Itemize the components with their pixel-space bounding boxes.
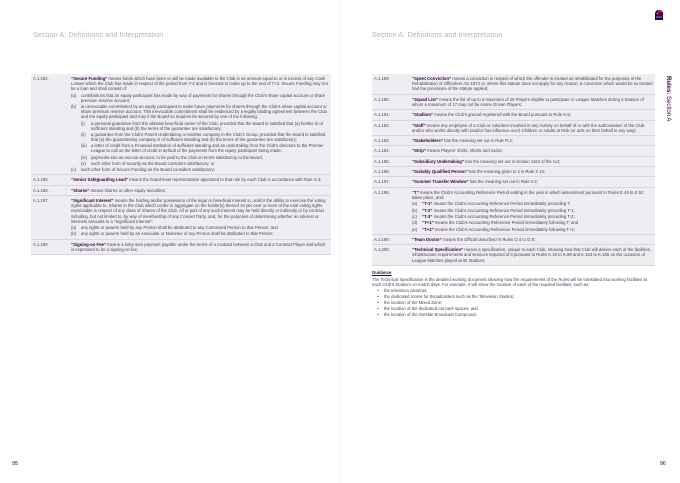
definition-text: means shares or other equity securities;: [89, 187, 166, 193]
rule-number: A.1.185.: [33, 177, 49, 183]
subsub-text: such other form of security as the Board considers satisfactory; or: [91, 160, 215, 166]
sub-label: (a): [71, 92, 77, 98]
defined-term: “Stakeholders”: [412, 138, 443, 143]
sub-label: (e): [412, 226, 418, 232]
definition-row: [31, 240, 331, 256]
sub-text: such other form of Secure Funding as the Board considers satisfactory;: [81, 167, 215, 173]
sub-label: (a): [71, 225, 77, 231]
rule-number: A.1.188.: [33, 241, 49, 247]
definition-row: [372, 188, 655, 235]
rule-number: A.1.192.: [374, 122, 390, 128]
left-column: [31, 74, 331, 255]
definition-row: [372, 167, 655, 177]
sub-text: means the Club’s Accounting Reference Period immediately following T+1;: [433, 226, 576, 232]
rule-number: A.1.200.: [374, 247, 390, 253]
bullet-icon: •: [377, 293, 379, 299]
definition-row: [372, 74, 655, 95]
sub-label: (b): [71, 231, 77, 237]
guidance-title: Guidance: [372, 269, 392, 275]
rule-number: A.1.193.: [374, 138, 390, 143]
defined-term: “Shares”: [71, 187, 90, 193]
left-section-title: Section A: Definitions and Interpretation: [33, 30, 164, 39]
sub-term: “T-3”: [422, 213, 433, 219]
definition-row: [372, 235, 655, 245]
sub-text: means the Club’s Accounting Reference Period immediately preceding T-2;: [432, 213, 575, 219]
definition-row: [31, 196, 331, 240]
sub-text: an irrevocable commitment by an equity participant to make future payments for shares through the Club’s share capital account or share premium reserve account. This irrevocable commitment shall be evidenced by a legally binding agreement between the Club and the equity participant and may if the Board so requires be secured by one of the following:: [81, 104, 327, 120]
right-column: [372, 74, 655, 317]
bullet-text: the location of the Mixed Zone;: [384, 299, 443, 305]
definition-row: [31, 74, 331, 175]
sub-label: (c): [71, 167, 76, 173]
rule-number: A.1.184.: [33, 76, 49, 81]
defined-term: “Signing-on Fee”: [71, 241, 106, 247]
rule-number: A.1.198.: [374, 189, 390, 195]
page-number-right: 96: [659, 461, 666, 467]
defined-term: “T”: [412, 189, 419, 195]
defined-term: “Summer Transfer Window”: [412, 179, 469, 185]
subsub-text: a personal guarantee from the ultimate beneficial owner of the Club, provided that the Board is satisfied that (a) he/she is of sufficient standing and (b) the terms of the guarantee are satisfactory;: [91, 120, 323, 131]
sub-text: means the Club’s Accounting Reference Period immediately preceding T-1;: [432, 207, 575, 213]
definition-text: means the Official described in Rules O.4 to O.5;: [441, 236, 536, 242]
side-tab-bold: Rules:: [665, 76, 671, 95]
rule-number: A.1.195.: [374, 158, 390, 164]
bullet-text: the dedicated rooms for Broadcasters such as the Television Studios;: [384, 293, 515, 299]
rule-number: A.1.189.: [374, 76, 390, 81]
definition-row: [372, 136, 655, 146]
defined-term: “Senior Safeguarding Lead”: [71, 177, 128, 183]
definition-text: means any employee of a Club or volunteer involved in any Activity on behalf of or with the authorisation of the Club and/or who works directly with (and/or has influence over) Children or Adults at Risk (or acts on their behalf in any way);: [412, 122, 645, 133]
bullet-text: the location of the Outside Broadcast Compound.: [384, 311, 477, 317]
subsub-label: (iv): [81, 154, 87, 160]
sub-term: “T-1”: [422, 201, 433, 207]
definition-row: [372, 146, 655, 156]
bullet-text: the television cameras;: [384, 287, 428, 293]
definition-row: [372, 157, 655, 167]
definition-row: [372, 245, 655, 266]
bullet-icon: •: [377, 305, 379, 311]
defined-term: “Strip”: [412, 148, 426, 154]
guidance-block: [372, 270, 655, 317]
bullet-icon: •: [377, 287, 379, 293]
sub-label: (b): [412, 207, 418, 213]
defined-term: “Technical Specification”: [412, 247, 464, 253]
bullet-text: the location of the dedicated car park spaces; and: [384, 305, 478, 311]
rule-number: A.1.190.: [374, 96, 390, 102]
rule-number: A.1.196.: [374, 169, 390, 175]
definition-row: [372, 121, 655, 137]
bullet-icon: •: [377, 299, 379, 305]
definition-text: means the holding and/or possession of the legal or beneficial interest in, and/or the ability to exercise the voting rights applicable to, Shares in the Club which confer in aggregate on the holder(s) thereof 10 per cent or more of the total voting rights exercisable in respect of any class of Shares of the Club. All or part of any such interest may be held directly or indirectly or by contract including, but not limited to, by way of membership of any Concert Party, and, for the purposes of determining whether an interest or interests amounts to a “Significant Interest”:: [71, 198, 326, 224]
bullet-icon: •: [377, 311, 379, 317]
definition-text: has the meaning set out in Rule V.2;: [468, 179, 538, 185]
guidance-bullet: [372, 312, 655, 317]
defined-term: “Subsidiary Undertaking”: [412, 158, 464, 164]
sub-label: (a): [412, 201, 418, 207]
subsub-label: (i): [81, 120, 85, 126]
definition-text: means the list of up to a maximum of 25 Players eligible to participate in League Matches during a Season of whom a maximum of 17 may not be Home Grown Players;: [412, 96, 644, 107]
subsub-label: (iii): [81, 143, 87, 149]
guidance-bullet: [372, 306, 655, 311]
defined-term: “Significant Interest”: [71, 198, 114, 204]
guidance-text: The Technical Specification is the detailed working document showing how the requirements of the Rules will be translated into working facilities at each Club’s Stadium on match days. For example, it will show the location of each of the required facilities, such as:: [372, 276, 647, 287]
subsub-text: a guarantee from the Club’s Parent Undertaking or another company in the Club’s Group, provided that the Board is satisfied that (a) the guaranteeing company is of sufficient standing and (b) the terms of the guarantee are satisfactory;: [91, 131, 326, 143]
sub-term: “T+2”: [422, 226, 434, 232]
definition-text: has the meaning set out in Rule R.2;: [442, 138, 513, 143]
defined-term: “Staff”: [412, 122, 426, 128]
definition-text: means the Club’s ground registered with the Board pursuant to Rule K.5;: [433, 112, 571, 118]
subsub-label: (v): [81, 160, 86, 166]
sub-text: means the Club’s Accounting Reference Period immediately preceding T;: [432, 201, 571, 207]
definition-text: means the board-level representative appointed to that role by each Club in accordance with Rule S.3;: [127, 177, 322, 183]
subsub-label: (ii): [81, 131, 86, 137]
definition-text: means the Club’s Accounting Reference Period ending in the year in which assessment pursuant to Rules E.45 to E.52 takes place, and:: [412, 189, 644, 200]
sub-label: (d): [412, 220, 418, 226]
rule-number: A.1.194.: [374, 148, 390, 154]
sub-label: (b): [71, 104, 77, 110]
page-number-left: 95: [12, 461, 19, 467]
defined-term: “Suitably Qualified Person”: [412, 169, 468, 175]
subsub-text: payments into an escrow account, to be paid to the Club on terms satisfactory to the Board;: [91, 154, 263, 160]
definition-row: [372, 95, 655, 111]
guidance-bullet: [372, 294, 655, 299]
definition-row: [31, 186, 331, 196]
rule-number: A.1.197.: [374, 179, 390, 185]
defined-term: “Spent Conviction”: [412, 76, 452, 81]
rule-number: A.1.191.: [374, 112, 390, 118]
definition-text: means Players’ shirts, shorts and socks;: [425, 148, 503, 154]
definition-text: means a conviction in respect of which the offender is treated as rehabilitated for the purposes of the Rehabilitation of Offenders Act 1974 or, where this statute does not apply for any reason, a conviction which would be so treated had the provisions of the statute applied;: [412, 76, 653, 92]
rule-number: A.1.199.: [374, 236, 390, 242]
guidance-bullet: [372, 300, 655, 305]
sub-term: “T+1”: [422, 220, 434, 226]
definition-text: has the meaning set out in section 1162 of the Act;: [463, 158, 561, 164]
sub-term: “T-2”: [422, 207, 433, 213]
sub-text: contributions that an equity participant has made by way of payments for shares through the Club’s share capital account or share premium reserve account;: [81, 92, 325, 103]
definition-row: [372, 110, 655, 120]
definition-text: means a specification, unique to each Club, showing how that Club will deliver each of the facilities, infrastructure requirements and services required of it pursuant to Rules K.43 to K.89 and K.153 to K.155 on the occasion of League Matches played at its Stadium;: [412, 247, 651, 263]
sub-label: (c): [412, 213, 417, 219]
guidance-bullet: [372, 288, 655, 293]
defined-term: “Stadium”: [412, 112, 434, 118]
defined-term: “Squad List”: [412, 96, 438, 102]
premier-league-lion-icon: [652, 8, 666, 22]
sub-text: any rights or powers held by an Associate or Nominee of any Person shall be attributed to that Person;: [81, 231, 274, 237]
sub-text: means the Club’s Accounting Reference Period immediately following T; and: [433, 220, 579, 226]
right-section-title: Section A: Definitions and Interpretation: [372, 30, 503, 39]
subsub-text: a letter of credit from a Financial Institution of sufficient standing and an undertaking from the Club’s directors to the Premier League to call on the letter of credit in default of the payments from the equity participant being made;: [91, 143, 324, 154]
definition-row: [31, 175, 331, 185]
definition-text: has the meaning given to it in Rule X.10;: [467, 169, 546, 175]
sub-text: any rights or powers held by any Person shall be attributed to any Connected Person to that Person; and: [81, 225, 278, 231]
rule-number: A.1.186.: [33, 187, 49, 193]
rule-number: A.1.187.: [33, 198, 49, 204]
defined-term: “Team Doctor”: [412, 236, 442, 242]
definition-row: [372, 177, 655, 187]
definition-text: means funds which have been or will be made available to the Club in an amount equal to or in excess of any Cash Losses which the Club has made in respect of the period from T-2 and is forecast to make up to the end of T+2. Secure Funding may not be a loan and shall consist of:: [71, 76, 328, 92]
side-tab[interactable]: [661, 76, 671, 166]
page-divider: [340, 0, 341, 483]
defined-term: “Secure Funding”: [71, 76, 108, 81]
side-tab-rest: Section A: [665, 94, 671, 122]
definition-text: means a lump sum payment payable under the terms of a contract between a Club and a Contract Player and which is expressed to be a signing-on fee;: [71, 241, 326, 252]
